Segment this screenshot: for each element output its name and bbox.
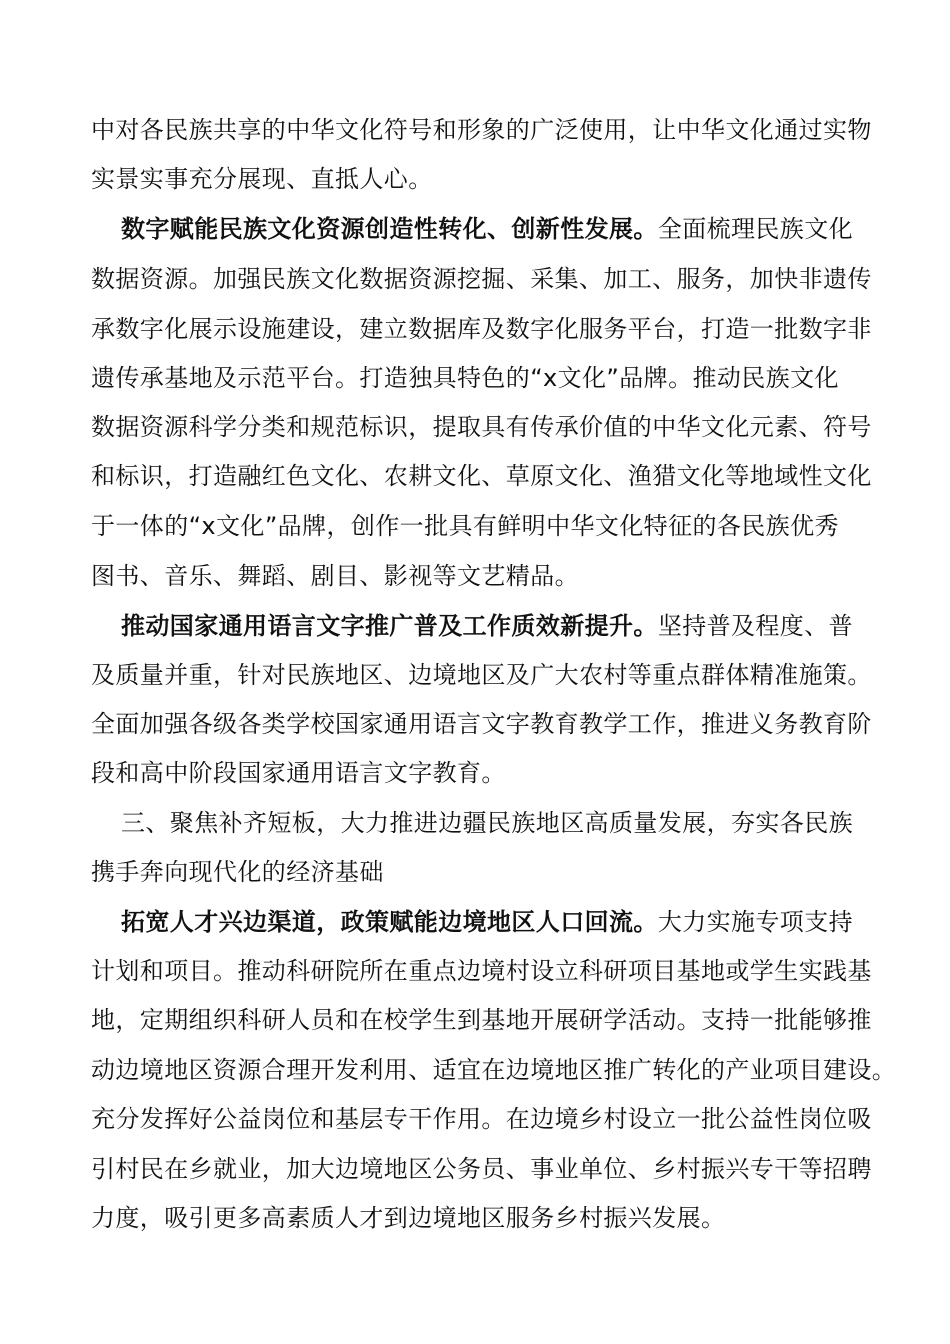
text-line: 全面加强各级各类学校国家通用语言文字教育教学工作，推进义务教育阶 [91,710,872,738]
text-line: 及质量并重，针对民族地区、边境地区及广大农村等重点群体精准施策。 [91,661,872,689]
text-line: 充分发挥好公益岗位和基层专干作用。在边境乡村设立一批公益性岗位吸 [91,1105,872,1133]
section-heading: 携手奔向现代化的经济基础 [91,858,384,886]
text-line: 于一体的“x文化”品牌，创作一批具有鲜明中华文化特征的各民族优秀 [91,512,839,540]
text-line: 图书、音乐、舞蹈、剧目、影视等文艺精品。 [91,562,579,590]
text-line: 计划和项目。推动科研院所在重点边境村设立科研项目基地或学生实践基 [91,957,872,985]
text-line: 数据资源科学分类和规范标识，提取具有传承价值的中华文化元素、符号 [91,413,872,441]
text-line: 引村民在乡就业，加大边境地区公务员、事业单位、乡村振兴专干等招聘 [91,1155,872,1183]
text-line: 实景实事充分展现、直抵人心。 [91,165,433,193]
text-line: 动边境地区资源合理开发利用、适宜在边境地区推广转化的产业项目建设。 [91,1056,897,1084]
text-line: 地，定期组织科研人员和在校学生到基地开展研学活动。支持一批能够推 [91,1006,872,1034]
text-line: 数据资源。加强民族文化数据资源挖掘、采集、加工、服务，加快非遗传 [91,265,872,293]
text-line: 拓宽人才兴边渠道，政策赋能边境地区人口回流。大力实施专项支持 [121,908,854,936]
text-line: 推动国家通用语言文字推广普及工作质效新提升。坚持普及程度、普 [121,612,854,640]
text-line: 段和高中阶段国家通用语言文字教育。 [91,759,506,787]
text-line: 承数字化展示设施建设，建立数据库及数字化服务平台，打造一批数字非 [91,315,872,343]
section-heading: 三、聚焦补齐短板，大力推进边疆民族地区高质量发展，夯实各民族 [121,809,853,837]
text-line: 和标识，打造融红色文化、农耕文化、草原文化、渔猎文化等地域性文化 [91,462,872,490]
text-line: 数字赋能民族文化资源创造性转化、创新性发展。全面梳理民族文化 [121,215,854,243]
text-line: 中对各民族共享的中华文化符号和形象的广泛使用，让中华文化通过实物 [91,116,872,144]
text-line: 力度，吸引更多高素质人才到边境地区服务乡村振兴发展。 [91,1204,726,1232]
text-line: 遗传承基地及示范平台。打造独具特色的“x文化”品牌。推动民族文化 [91,364,839,392]
